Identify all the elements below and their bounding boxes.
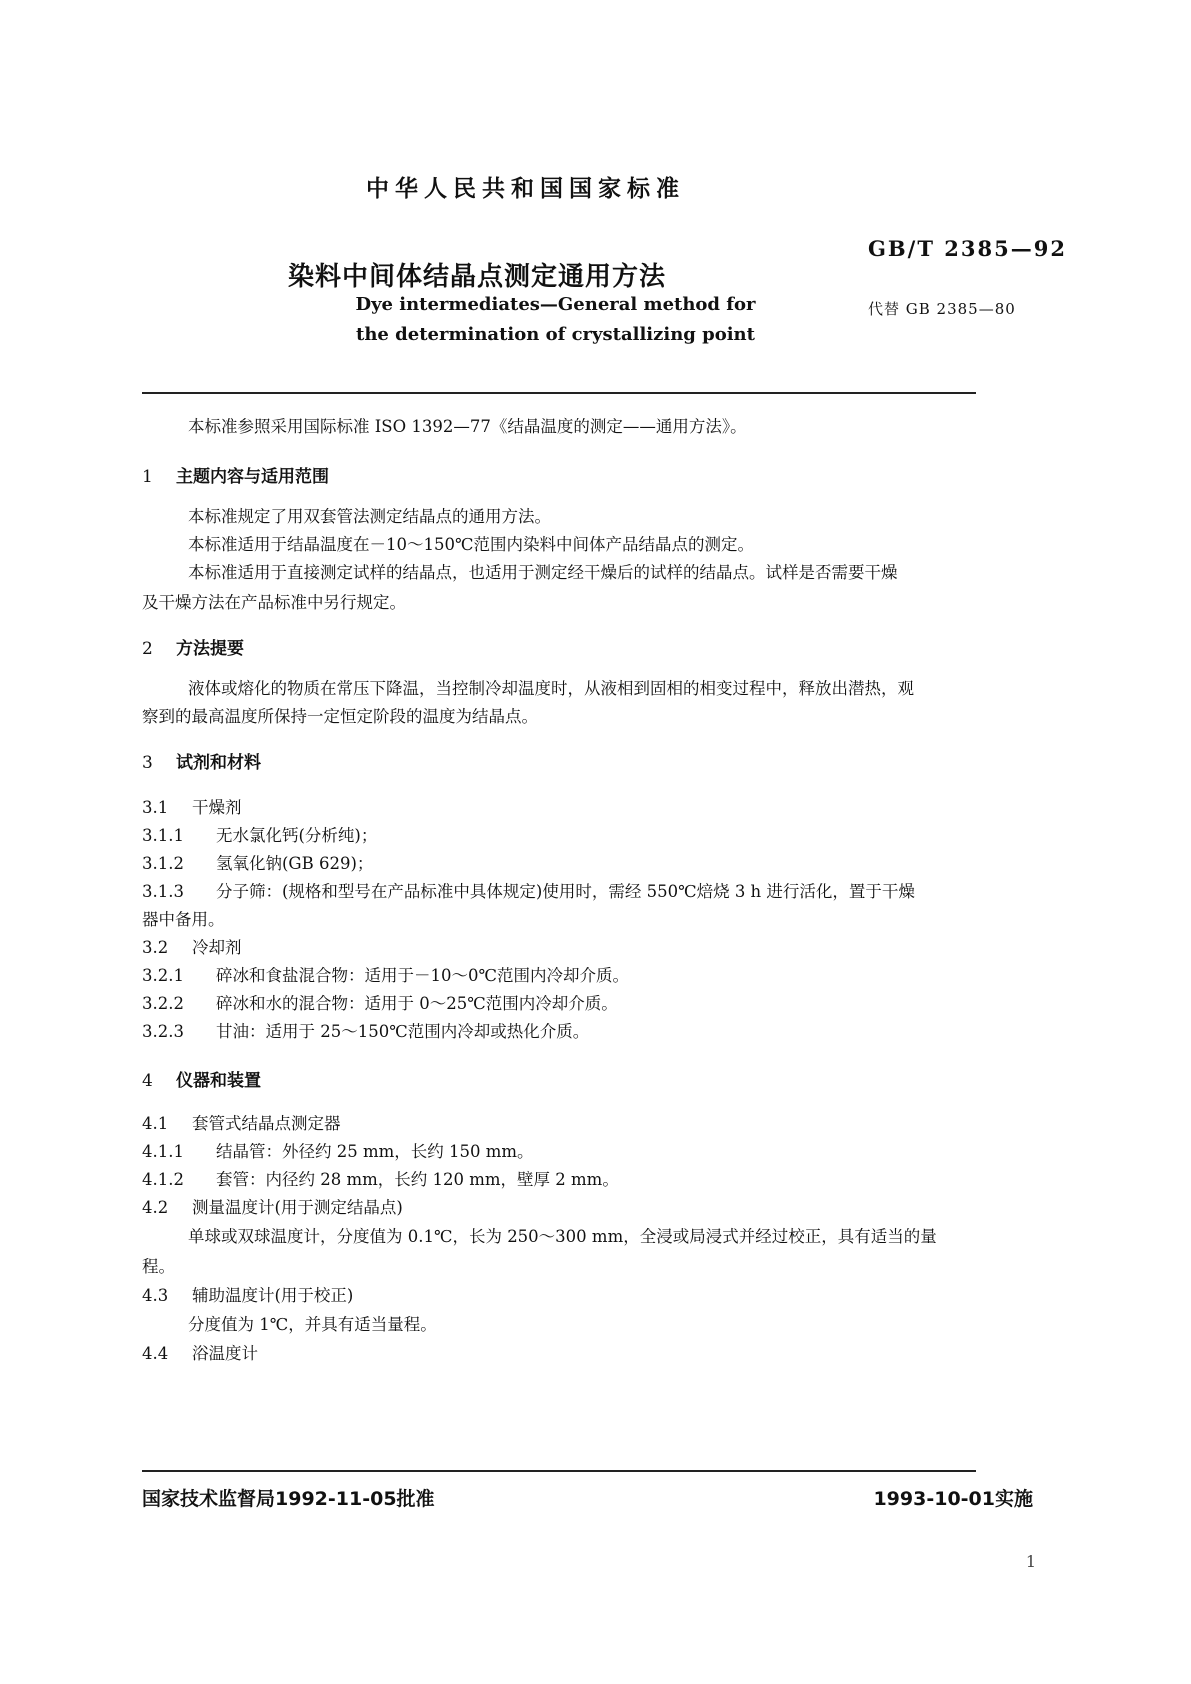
section-4-heading xyxy=(142,1066,261,1091)
standard-number: GB/T 2385—92 xyxy=(868,236,1067,261)
section-1-heading xyxy=(142,462,329,487)
section-1-paragraph-3-cont: 及干燥方法在产品标准中另行规定。 xyxy=(142,593,406,612)
item-3-1-1: 3.1.1 无水氯化钙(分析纯)； xyxy=(142,826,378,845)
english-title-line-2: the determination of crystallizing point xyxy=(356,324,755,345)
section-1-paragraph-1: 本标准规定了用双套管法测定结晶点的通用方法。 xyxy=(188,507,551,526)
section-1-paragraph-2: 本标准适用于结晶温度在－10～150℃范围内染料中间体产品结晶点的测定。 xyxy=(188,535,754,554)
item-3-1-3: 3.1.3 分子筛：(规格和型号在产品标准中具体规定)使用时，需经 550℃焙烧 3 h 进行活化，置于干燥 xyxy=(142,882,915,901)
section-title: 试剂和材料 xyxy=(176,753,261,773)
header-divider xyxy=(142,392,976,394)
section-2-paragraph-1-cont: 察到的最高温度所保持一定恒定阶段的温度为结晶点。 xyxy=(142,707,538,726)
section-number: 3 xyxy=(142,753,153,773)
item-4-1-1: 4.1.1 结晶管：外径约 25 mm，长约 150 mm。 xyxy=(142,1142,534,1161)
national-standard-heading: 中华人民共和国国家标准 xyxy=(366,176,685,202)
item-4-4: 4.4 浴温度计 xyxy=(142,1344,258,1363)
section-1-paragraph-3: 本标准适用于直接测定试样的结晶点，也适用于测定经干燥后的试样的结晶点。试样是否需要干燥 xyxy=(188,563,898,582)
section-2-paragraph-1: 液体或熔化的物质在常压下降温，当控制冷却温度时，从液相到固相的相变过程中，释放出潜热，观 xyxy=(188,679,914,698)
page-number: 1 xyxy=(1025,1552,1036,1571)
implementation-date: 1993-10-01实施 xyxy=(873,1488,1033,1510)
document-title: 染料中间体结晶点测定通用方法 xyxy=(288,262,667,292)
replaces-standard: 代替 GB 2385—80 xyxy=(868,300,1016,318)
item-3-2: 3.2 冷却剂 xyxy=(142,938,242,957)
item-3-1: 3.1 干燥剂 xyxy=(142,798,242,817)
item-3-2-3: 3.2.3 甘油：适用于 25～150℃范围内冷却或热化介质。 xyxy=(142,1022,590,1041)
item-4-2-paragraph-cont: 程。 xyxy=(142,1257,175,1276)
section-number: 2 xyxy=(142,639,153,659)
item-3-1-3-cont: 器中备用。 xyxy=(142,910,225,929)
item-4-3: 4.3 辅助温度计(用于校正) xyxy=(142,1286,354,1305)
section-number: 4 xyxy=(142,1071,153,1091)
section-2-heading xyxy=(142,634,244,659)
item-4-1: 4.1 套管式结晶点测定器 xyxy=(142,1114,341,1133)
footer-divider xyxy=(142,1470,976,1472)
item-3-1-2: 3.1.2 氢氧化钠(GB 629)； xyxy=(142,854,374,873)
item-4-3-paragraph: 分度值为 1℃，并具有适当量程。 xyxy=(188,1315,437,1334)
item-3-2-2: 3.2.2 碎冰和水的混合物：适用于 0～25℃范围内冷却介质。 xyxy=(142,994,618,1013)
item-4-2: 4.2 测量温度计(用于测定结晶点) xyxy=(142,1198,403,1217)
section-title: 主题内容与适用范围 xyxy=(176,467,329,487)
english-title-line-1: Dye intermediates—General method for xyxy=(355,294,756,315)
item-4-2-paragraph: 单球或双球温度计，分度值为 0.1℃，长为 250～300 mm，全浸或局浸式并经过校正，具有适当的量 xyxy=(188,1227,937,1246)
approval-info: 国家技术监督局1992-11-05批准 xyxy=(142,1488,435,1510)
section-title: 方法提要 xyxy=(176,639,244,659)
item-4-1-2: 4.1.2 套管：内径约 28 mm，长约 120 mm，壁厚 2 mm。 xyxy=(142,1170,619,1189)
section-number: 1 xyxy=(142,467,153,487)
section-title: 仪器和装置 xyxy=(176,1071,261,1091)
section-3-heading xyxy=(142,748,261,773)
item-3-2-1: 3.2.1 碎冰和食盐混合物：适用于－10～0℃范围内冷却介质。 xyxy=(142,966,629,985)
intro-paragraph: 本标准参照采用国际标准 ISO 1392—77《结晶温度的测定——通用方法》。 xyxy=(188,417,747,436)
